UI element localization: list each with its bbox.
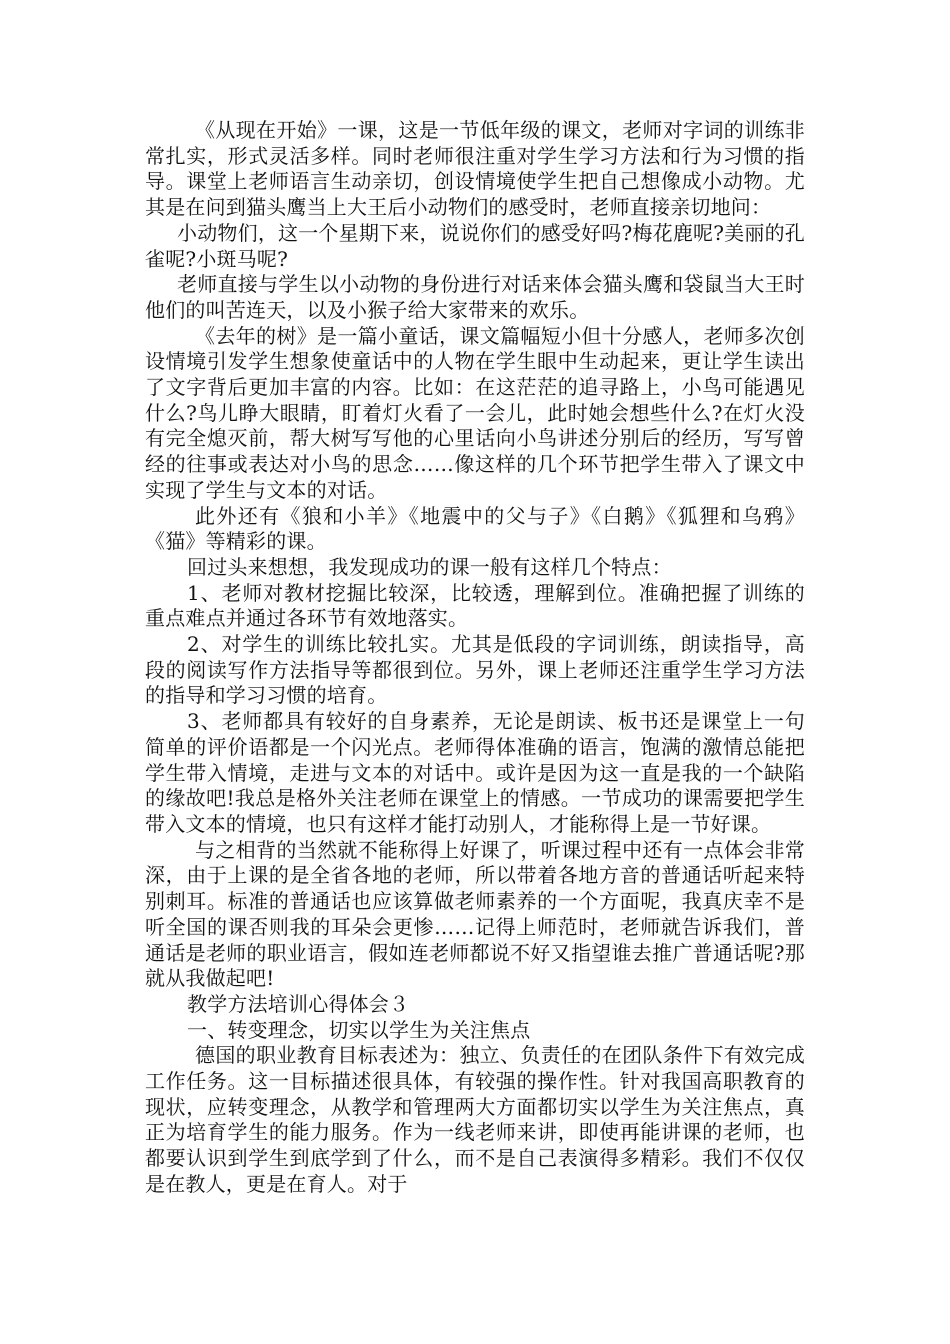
- paragraph-mandarin: 与之相背的当然就不能称得上好课了，听课过程中还有一点体会非常深，由于上课的是全省各地的老师，所以带着各地方音的普通话听起来特别刺耳。标准的普通话也应该算做老师素养的一个方面呢，我真庆幸不是听全国的课否则我的耳朵会更惨……记得上师范时，老师就告诉我们，普通话是老师的职业语言，假如连老师都说不好又指望谁去推广普通话呢?那就从我做起吧!: [145, 837, 805, 991]
- section-title: 教学方法培训心得体会３: [187, 991, 410, 1016]
- paragraph-other-lessons: 此外还有《狼和小羊》《地震中的父与子》《白鹅》《狐狸和乌鸦》《猫》等精彩的课。: [145, 503, 805, 554]
- section-subtitle: 一、转变理念，切实以学生为关注焦点: [187, 1017, 531, 1042]
- document-page: [145, 118, 805, 1198]
- paragraph-dialogue: 老师直接与学生以小动物的身份进行对话来体会猫头鹰和袋鼠当大王时他们的叫苦连天，以及小猴子给大家带来的欢乐。: [145, 272, 805, 322]
- paragraph-feature-2: 2、对学生的训练比较扎实。尤其是低段的字词训练，朗读指导，高段的阅读写作方法指导等都很到位。另外，课上老师还注重学生学习方法的指导和学习习惯的培育。: [145, 632, 805, 708]
- paragraph-german-education: 德国的职业教育目标表述为：独立、负责任的在团队条件下有效完成工作任务。这一目标描述很具体，有较强的操作性。针对我国高职教育的现状，应转变理念，从教学和管理两大方面都切实以学生为关注焦点，真正为培育学生的能力服务。作为一线老师来讲，即使再能讲课的老师，也都要认识到学生到底学到了什么，而不是自己表演得多精彩。我们不仅仅是在教人，更是在育人。对于: [145, 1043, 805, 1196]
- paragraph-feature-1: 1、老师对教材挖掘比较深，比较透，理解到位。准确把握了训练的重点难点并通过各环节有效地落实。: [145, 580, 805, 631]
- paragraph-feature-3: 3、老师都具有较好的自身素养，无论是朗读、板书还是课堂上一句简单的评价语都是一个闪光点。老师得体准确的语言，饱满的激情总能把学生带入情境，走进与文本的对话中。或许是因为这一直是我的一个缺陷的缘故吧!我总是格外关注老师在课堂上的情感。一节成功的课需要把学生带入文本的情境，也只有这样才能打动别人，才能称得上是一节好课。: [145, 709, 805, 836]
- paragraph-lesson-from-now-on: 《从现在开始》一课，这是一节低年级的课文，老师对字词的训练非常扎实，形式灵活多样。同时老师很注重对学生学习方法和行为习惯的指导。课堂上老师语言生动亲切，创设情境使学生把自己想像成小动物。尤其是在问到猫头鹰当上大王后小动物们的感受时，老师直接亲切地问：: [145, 118, 805, 220]
- paragraph-last-years-tree: 《去年的树》是一篇小童话，课文篇幅短小但十分感人，老师多次创设情境引发学生想象使童话中的人物在学生眼中生动起来，更让学生读出了文字背后更加丰富的内容。比如：在这茫茫的追寻路上，小鸟可能遇见什么?鸟儿睁大眼睛，盯着灯火看了一会儿，此时她会想些什么?在灯火没有完全熄灭前，帮大树写写他的心里话向小鸟讲述分别后的经历，写写曾经的往事或表达对小鸟的思念……像这样的几个环节把学生带入了课文中实现了学生与文本的对话。: [145, 323, 805, 502]
- paragraph-teacher-question: 小动物们，这一个星期下来，说说你们的感受好吗?梅花鹿呢?美丽的孔雀呢?小斑马呢?: [145, 220, 805, 271]
- paragraph-features-intro: 回过头来想想，我发现成功的课一般有这样几个特点：: [187, 554, 672, 579]
